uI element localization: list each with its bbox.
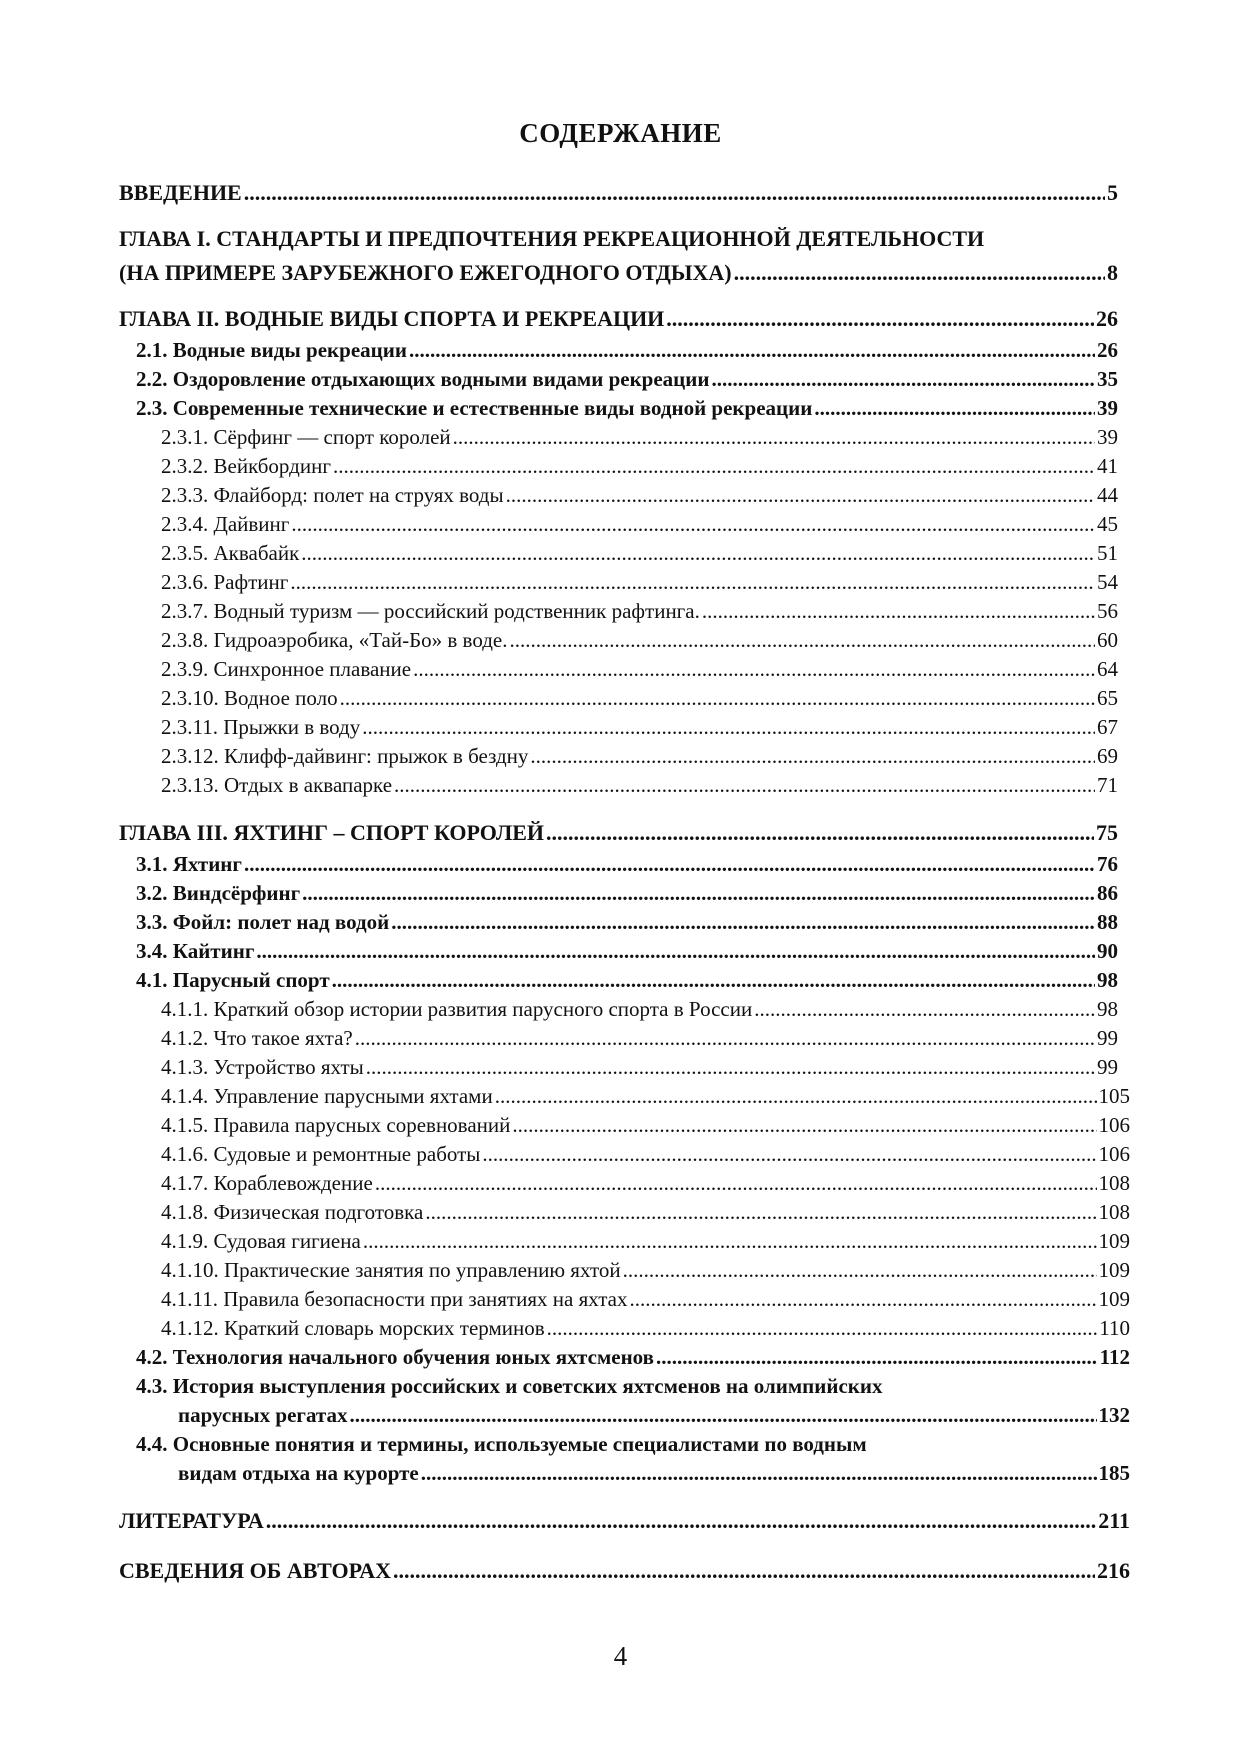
toc-entry-subsection[interactable] xyxy=(161,1256,1130,1285)
toc-entry-subsection[interactable] xyxy=(161,1169,1130,1198)
toc-page-number: 60 xyxy=(1097,628,1118,652)
toc-label: видам отдыха на курорте xyxy=(178,1461,419,1485)
toc-entry-subsection[interactable] xyxy=(161,423,1118,452)
toc-page-number: 98 xyxy=(1097,968,1118,992)
table-of-contents xyxy=(0,176,1241,1588)
toc-entry-section[interactable] xyxy=(136,1343,1130,1372)
toc-entry-section[interactable] xyxy=(136,850,1118,879)
leader-dots xyxy=(711,365,1095,394)
toc-page-number: 106 xyxy=(1098,1142,1130,1166)
leader-dots xyxy=(495,1082,1097,1111)
toc-label: 2.3.6. Рафтинг xyxy=(161,570,289,594)
toc-chapter-1-line-1[interactable]: ГЛАВА I. СТАНДАРТЫ И ПРЕДПОЧТЕНИЯ РЕКРЕАЦИОННОЙ ДЕЯТЕЛЬНОСТИ xyxy=(119,226,985,251)
toc-entry-section[interactable] xyxy=(136,365,1118,394)
leader-dots xyxy=(814,394,1095,423)
leader-dots xyxy=(290,568,1095,597)
leader-dots xyxy=(506,481,1095,510)
toc-entry-section[interactable] xyxy=(136,937,1118,966)
leader-dots xyxy=(363,1227,1097,1256)
toc-entry-subsection[interactable] xyxy=(161,742,1118,771)
toc-label: 2.3.9. Синхронное плавание xyxy=(161,657,412,681)
toc-page-number: 54 xyxy=(1097,570,1118,594)
toc-entry-subsection[interactable] xyxy=(161,597,1118,626)
toc-entry-subsection[interactable] xyxy=(161,684,1118,713)
toc-page-number: 71 xyxy=(1097,773,1118,797)
leader-dots xyxy=(547,1314,1098,1343)
leader-dots xyxy=(393,1554,1095,1588)
leader-dots xyxy=(340,684,1095,713)
toc-label: 3.1. Яхтинг xyxy=(136,852,242,876)
toc-entry-subsection[interactable] xyxy=(161,568,1118,597)
toc-label: 4.1.5. Правила парусных соревнований xyxy=(161,1113,511,1137)
leader-dots xyxy=(509,626,1095,655)
toc-label: 2.2. Оздоровление отдыхающих водными видами рекреации xyxy=(136,367,710,391)
toc-entry-subsection[interactable] xyxy=(161,1053,1118,1082)
toc-entry-section-4-3[interactable] xyxy=(136,1401,1130,1430)
leader-dots xyxy=(266,1504,1096,1538)
toc-entry-literature[interactable] xyxy=(119,1504,1130,1538)
toc-page-number: 98 xyxy=(1097,997,1118,1021)
toc-page-number: 67 xyxy=(1097,715,1118,739)
toc-entry-subsection[interactable] xyxy=(161,510,1118,539)
leader-dots xyxy=(482,1140,1096,1169)
toc-page-number: 211 xyxy=(1098,1508,1130,1533)
leader-dots xyxy=(394,771,1095,800)
toc-label: 3.3. Фойл: полет над водой xyxy=(136,910,390,934)
toc-page-number: 41 xyxy=(1097,454,1118,478)
toc-page-number: 112 xyxy=(1099,1345,1130,1369)
leader-dots xyxy=(302,879,1095,908)
toc-entry-subsection[interactable] xyxy=(161,1111,1130,1140)
toc-entry-subsection[interactable] xyxy=(161,1285,1130,1314)
toc-entry-subsection[interactable] xyxy=(161,771,1118,800)
toc-label: 4.1.8. Физическая подготовка xyxy=(161,1200,424,1224)
toc-page-number: 108 xyxy=(1098,1171,1130,1195)
toc-label: парусных регатах xyxy=(178,1403,348,1427)
toc-page-number: 88 xyxy=(1097,910,1118,934)
toc-label: 2.3.10. Водное поло xyxy=(161,686,338,710)
leader-dots xyxy=(375,1169,1097,1198)
toc-entry-subsection[interactable] xyxy=(161,1314,1130,1343)
toc-entry-authors[interactable] xyxy=(119,1554,1130,1588)
toc-page-number: 26 xyxy=(1096,306,1118,331)
page-number: 4 xyxy=(613,1641,628,1671)
toc-label: 2.3.3. Флайборд: полет на струях воды xyxy=(161,483,504,507)
leader-dots xyxy=(546,816,1094,850)
toc-entry-subsection[interactable] xyxy=(161,452,1118,481)
toc-entry-section-4-4[interactable] xyxy=(136,1459,1130,1488)
page-title: СОДЕРЖАНИЕ xyxy=(519,118,722,148)
leader-dots xyxy=(754,995,1095,1024)
toc-page-number: 109 xyxy=(1098,1258,1130,1282)
toc-entry-subsection[interactable] xyxy=(161,1227,1130,1256)
leader-dots xyxy=(666,302,1094,336)
toc-entry-subsection[interactable] xyxy=(161,481,1118,510)
toc-label: СВЕДЕНИЯ ОБ АВТОРАХ xyxy=(119,1558,391,1583)
toc-label: (НА ПРИМЕРЕ ЗАРУБЕЖНОГО ЕЖЕГОДНОГО ОТДЫХА) xyxy=(119,260,732,285)
toc-label: 2.3.13. Отдых в аквапарке xyxy=(161,773,393,797)
toc-page-number: 35 xyxy=(1097,367,1118,391)
toc-page-number: 44 xyxy=(1097,483,1118,507)
toc-entry-chapter-3[interactable] xyxy=(119,816,1118,850)
toc-label: 2.3.5. Аквабайк xyxy=(161,541,300,565)
toc-label: 2.3.4. Дайвинг xyxy=(161,512,290,536)
leader-dots xyxy=(425,1198,1096,1227)
leader-dots xyxy=(366,1053,1095,1082)
toc-entry-chapter-1[interactable] xyxy=(119,256,1118,290)
toc-entry-subsection[interactable] xyxy=(161,1082,1130,1111)
toc-label: ГЛАВА II. ВОДНЫЕ ВИДЫ СПОРТА И РЕКРЕАЦИИ xyxy=(119,306,665,331)
toc-page-number: 39 xyxy=(1097,396,1118,420)
toc-page-number: 108 xyxy=(1098,1200,1130,1224)
toc-page-number: 39 xyxy=(1097,425,1118,449)
toc-label: 2.3.2. Вейкбординг xyxy=(161,454,331,478)
toc-page-number: 110 xyxy=(1099,1316,1130,1340)
toc-page-number: 105 xyxy=(1098,1084,1130,1108)
toc-label: 4.1.10. Практические занятия по управлению яхтой xyxy=(161,1258,621,1282)
toc-label: 3.4. Кайтинг xyxy=(136,939,255,963)
toc-page-number: 75 xyxy=(1096,820,1118,845)
toc-page-number: 99 xyxy=(1097,1055,1118,1079)
leader-dots xyxy=(453,423,1095,452)
toc-page-number: 26 xyxy=(1097,338,1118,362)
leader-dots xyxy=(355,1024,1095,1053)
toc-entry-subsection[interactable] xyxy=(161,626,1118,655)
toc-page-number: 5 xyxy=(1107,180,1118,205)
toc-label: 3.2. Виндсёрфинг xyxy=(136,881,301,905)
toc-label: 4.1.3. Устройство яхты xyxy=(161,1055,364,1079)
leader-dots xyxy=(656,1343,1098,1372)
toc-page-number: 76 xyxy=(1097,852,1118,876)
leader-dots xyxy=(244,176,1105,210)
toc-page-number: 132 xyxy=(1098,1403,1130,1427)
toc-page-number: 65 xyxy=(1097,686,1118,710)
toc-entry-section[interactable] xyxy=(136,966,1118,995)
toc-label: 4.1.11. Правила безопасности при занятиях на яхтах xyxy=(161,1287,628,1311)
leader-dots xyxy=(244,850,1095,879)
toc-label: 4.1.9. Судовая гигиена xyxy=(161,1229,361,1253)
toc-label: 4.1.1. Краткий обзор истории развития парусного спорта в России xyxy=(161,997,753,1021)
toc-page-number: 45 xyxy=(1097,512,1118,536)
toc-label: 2.3.8. Гидроаэробика, «Тай-Бо» в воде. xyxy=(161,628,508,652)
leader-dots xyxy=(629,1285,1096,1314)
toc-label: 2.3.1. Сёрфинг — спорт королей xyxy=(161,425,451,449)
toc-page-number: 216 xyxy=(1097,1558,1130,1583)
leader-dots xyxy=(391,908,1095,937)
leader-dots xyxy=(362,713,1095,742)
toc-page-number: 106 xyxy=(1098,1113,1130,1137)
toc-entry-introduction[interactable] xyxy=(119,176,1118,210)
toc-label: 4.1.4. Управление парусными яхтами xyxy=(161,1084,493,1108)
leader-dots xyxy=(512,1111,1096,1140)
toc-label: 4.1.7. Кораблевождение xyxy=(161,1171,373,1195)
toc-entry-section[interactable] xyxy=(136,394,1118,423)
toc-page-number: 109 xyxy=(1098,1229,1130,1253)
toc-label: ВВЕДЕНИЕ xyxy=(119,180,242,205)
toc-page-number: 86 xyxy=(1097,881,1118,905)
leader-dots xyxy=(301,539,1095,568)
leader-dots xyxy=(333,452,1095,481)
leader-dots xyxy=(530,742,1095,771)
toc-entry-subsection[interactable] xyxy=(161,713,1118,742)
toc-label: 2.1. Водные виды рекреации xyxy=(136,338,407,362)
leader-dots xyxy=(291,510,1095,539)
toc-entry-section[interactable] xyxy=(136,908,1118,937)
leader-dots xyxy=(332,966,1095,995)
leader-dots xyxy=(413,655,1095,684)
toc-label: 4.1.2. Что такое яхта? xyxy=(161,1026,353,1050)
toc-section-4-3-line-1[interactable]: 4.3. История выступления российских и советских яхтсменов на олимпийских xyxy=(136,1374,883,1398)
toc-label: 4.2. Технология начального обучения юных яхтсменов xyxy=(136,1345,654,1369)
toc-label: 4.1.6. Судовые и ремонтные работы xyxy=(161,1142,481,1166)
toc-entry-chapter-2[interactable] xyxy=(119,302,1118,336)
leader-dots xyxy=(256,937,1095,966)
toc-section-4-4-line-1[interactable]: 4.4. Основные понятия и термины, используемые специалистами по водным xyxy=(136,1432,867,1456)
toc-page-number: 99 xyxy=(1097,1026,1118,1050)
toc-label: ЛИТЕРАТУРА xyxy=(119,1508,264,1533)
toc-label: 2.3.12. Клифф-дайвинг: прыжок в бездну xyxy=(161,744,529,768)
toc-entry-subsection[interactable] xyxy=(161,995,1118,1024)
toc-page-number: 51 xyxy=(1097,541,1118,565)
toc-page-number: 90 xyxy=(1097,939,1118,963)
toc-entry-subsection[interactable] xyxy=(161,1140,1130,1169)
toc-page-number: 185 xyxy=(1098,1461,1130,1485)
toc-page-number: 8 xyxy=(1107,260,1118,285)
toc-page-number: 109 xyxy=(1098,1287,1130,1311)
leader-dots xyxy=(421,1459,1097,1488)
leader-dots xyxy=(350,1401,1097,1430)
toc-page-number: 69 xyxy=(1097,744,1118,768)
toc-entry-subsection[interactable] xyxy=(161,655,1118,684)
leader-dots xyxy=(409,336,1095,365)
toc-entry-subsection[interactable] xyxy=(161,1198,1130,1227)
toc-label: ГЛАВА III. ЯХТИНГ – СПОРТ КОРОЛЕЙ xyxy=(119,820,545,845)
toc-label: 2.3. Современные технические и естественные виды водной рекреации xyxy=(136,396,813,420)
toc-label: 2.3.11. Прыжки в воду xyxy=(161,715,361,739)
toc-page-number: 56 xyxy=(1097,599,1118,623)
leader-dots xyxy=(734,256,1105,290)
toc-entry-subsection[interactable] xyxy=(161,1024,1118,1053)
toc-entry-section[interactable] xyxy=(136,336,1118,365)
toc-label: 4.1. Парусный спорт xyxy=(136,968,330,992)
leader-dots xyxy=(623,1256,1097,1285)
toc-entry-subsection[interactable] xyxy=(161,539,1118,568)
toc-label: 4.1.12. Краткий словарь морских терминов xyxy=(161,1316,545,1340)
toc-page-number: 64 xyxy=(1097,657,1118,681)
toc-label: 2.3.7. Водный туризм — российский родственник рафтинга. xyxy=(161,599,700,623)
leader-dots xyxy=(702,597,1095,626)
toc-entry-section[interactable] xyxy=(136,879,1118,908)
